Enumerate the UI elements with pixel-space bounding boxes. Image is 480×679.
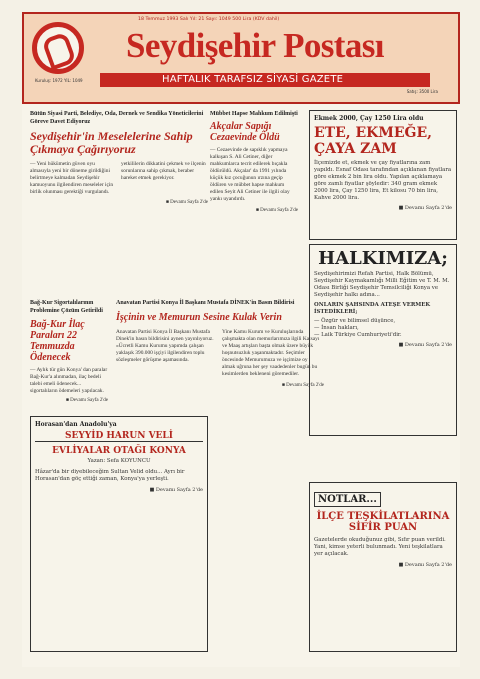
list-item: — Özgür ve bilimsel düşünce, <box>314 318 396 324</box>
article-headline: ETE, EKMEĞE, ÇAYA ZAM <box>314 125 433 157</box>
continued-note: ■ Devamı Sayfa 2'de <box>165 200 208 205</box>
article-body: İlçemizde et, ekmek ve çay fiyatlarına zam yapıldı. Esnaf Odası tarafından açıklanan fiyatlara göre ekmek 2 bin lira oldu. Yapılan açıklamaya göre zamlı fiyatlar şöyledir: 340 gram ekmek 2000 lira, Çay 1250 lira, Et kilosu 70 bin lira, Kahve 2000 lira. <box>314 160 452 201</box>
article-headline: Seydişehir'in Meselelerine Sahip Çıkmaya Çağırıyoruz <box>30 129 193 156</box>
right-middle-article <box>309 244 457 436</box>
continued-note: ■ Devamı Sayfa 2'de <box>398 562 452 568</box>
article-kicker: Mübbet Hapse Mahkum Edilmişti <box>210 111 298 117</box>
right-top-article <box>309 110 457 240</box>
article-body: Gazetelerde okuduğunuz gibi, Sıfır puan verildi. Yani, kimse yeterli bulunmadı. Yeni teşkilatlara yer açılacak. <box>314 537 446 557</box>
article-subheadline: EVLİYALAR OTAĞI KONYA <box>52 446 186 456</box>
article-column-right: Yine Kamu Kurum ve Kuruluşlarında çalışmakta olan memurlarımıza ilgili Katsayı ve Maaş artışları başta olmak üzere büyük hoşnutsuzluk yaşanmaktadır. Seçimler öncesinde Memurumuza ve işçimize oy almak uğruna her şey vaadedenler bugün bu kesimlerden bekleneni göremediler. <box>222 329 320 377</box>
byline: Yazan: Sefa KOYUNCU <box>87 458 151 464</box>
article-column-right: yetkililerin dikkatini çekmek ve ilçenin sorunlarına sahip çıkmak, beraber hareket etmek gerekiyor. <box>121 161 206 181</box>
newspaper-title: Seydişehir Postası <box>126 26 384 65</box>
continued-note: ■ Devamı Sayfa 2'de <box>255 208 298 213</box>
notes-box <box>309 482 457 652</box>
article-kicker: Anavatan Partisi Konya İl Başkanı Mustafa DİNEK'in Basın Bildirisi <box>116 300 295 306</box>
continued-note: ■ Devamı Sayfa 2'de <box>65 398 108 403</box>
notes-label: NOTLAR... <box>314 492 381 507</box>
founded-info: Kuruluş: 1972 YIL: 1049 <box>35 78 83 83</box>
left-middle-article <box>30 299 108 403</box>
left-bottom-article <box>30 416 208 652</box>
article-body: — Cezaevinde de sapıklık yapmaya kalkışan S. Ali Cetiner, diğer mahkumlarca tecrit edilerek bıçakla öldürüldü. Akçalar' da 1991 yılında küçük kız çocuğunun ırzına geçip öldüren ve mübbet hapse mahkum edilen Seyit Ali Cetiner ile ilgili olay yankı uyandırdı. <box>210 147 290 202</box>
continued-note: ■ Devamı Sayfa 2'de <box>281 383 324 388</box>
list-item: — İnsan hakları, <box>314 325 359 331</box>
continued-note: ■ Devamı Sayfa 2'de <box>149 487 203 493</box>
list-item: — Laik Türkiye Cumhuriyeti'dir. <box>314 332 402 338</box>
article-column-left: Anavatan Partisi Konya İl Başkanı Mustafa Dinek'in basın bildirisini aynen yayınlıyoruz. «Ücretli Kamu Kurumu yapımda çalışan yaklaşık 390.000 işçiyi ilgilendiren toplu sözleşmeler görüşme aşamasında. <box>116 329 214 363</box>
center-top-article <box>210 110 298 213</box>
article-kicker: Bağ-Kur Sigortalılarının Problemine Çözüm Getirildi <box>30 300 103 314</box>
article-headline: Bağ-Kur İlaç Paraları 22 Temmuzda Ödenecek <box>30 319 85 363</box>
article-headline: SEYYİD HARUN VELİ <box>35 431 203 442</box>
middle-article <box>116 299 324 388</box>
left-top-article <box>30 110 208 205</box>
article-body: Hâzar'da bir diyebileceğim Sultan Velid oldu... Ayrı bir Horasan'dan göç ettiği zaman, Konya'ya yerleşti. <box>35 469 185 482</box>
article-column-left: — Yeni hükümetin güven oyu almasıyla yeni bir döneme girildiğini belirtmeye kalmadan Seydişehir kamuoyunu ilgilendiren meseleler için birlik olunması gerektiği vurgulandı. <box>30 161 114 195</box>
price-note: Satış: 3500 Lira <box>406 89 438 94</box>
continued-note: ■ Devamı Sayfa 2'de <box>398 205 452 211</box>
article-body: — Aylık tür gün Konya' dan paralar Bağ-Kur'a alınmadan, ilaç bedeli talebi emeli ödenecek... sigortalıların ödemeleri yapılacak. <box>30 367 108 394</box>
article-kicker: Ekmek 2000, Çay 1250 Lira oldu <box>314 115 424 122</box>
article-headline: İşçinin ve Memurun Sesine Kulak Verin <box>116 312 282 323</box>
issue-info: 18 Temmuz 1993 Salı Yıl: 21 Sayı: 1049 500 Lira (KDV dahil) <box>138 17 280 22</box>
list-title: ONLARIN ŞAHSINDA ATEŞE VERMEK İSTEDİKLERİ; <box>314 302 431 315</box>
masthead <box>22 12 460 104</box>
article-kicker: Horasan'dan Anadolu'ya <box>35 421 117 428</box>
continued-note: ■ Devamı Sayfa 2'de <box>398 342 452 348</box>
article-headline: Akçalar Sapığı Cezaevinde Öldü <box>210 121 280 143</box>
article-body: Seydişehirimizi Refah Partisi, Halk Bölümü, Seydişehir Kaymakamlığı Milli Eğitim ve T. M. M. Odası Birliği Seydişehir Temsilciliği Konya ve Seydişehir halkı adına... <box>314 271 450 298</box>
article-headline: HALKIMIZA; <box>318 248 448 269</box>
article-kicker: Bütün Siyasi Parti, Belediye, Oda, Dernek ve Sendika Yöneticilerini Göreve Davet Ediyoruz <box>30 111 204 125</box>
newspaper-page <box>22 12 460 667</box>
newspaper-subtitle: HAFTALIK TARAFSIZ SİYASİ GAZETE <box>162 74 344 85</box>
article-headline: İLÇE TEŞKİLATLARINA SİFİR PUAN <box>316 511 450 533</box>
newspaper-logo <box>32 22 84 74</box>
